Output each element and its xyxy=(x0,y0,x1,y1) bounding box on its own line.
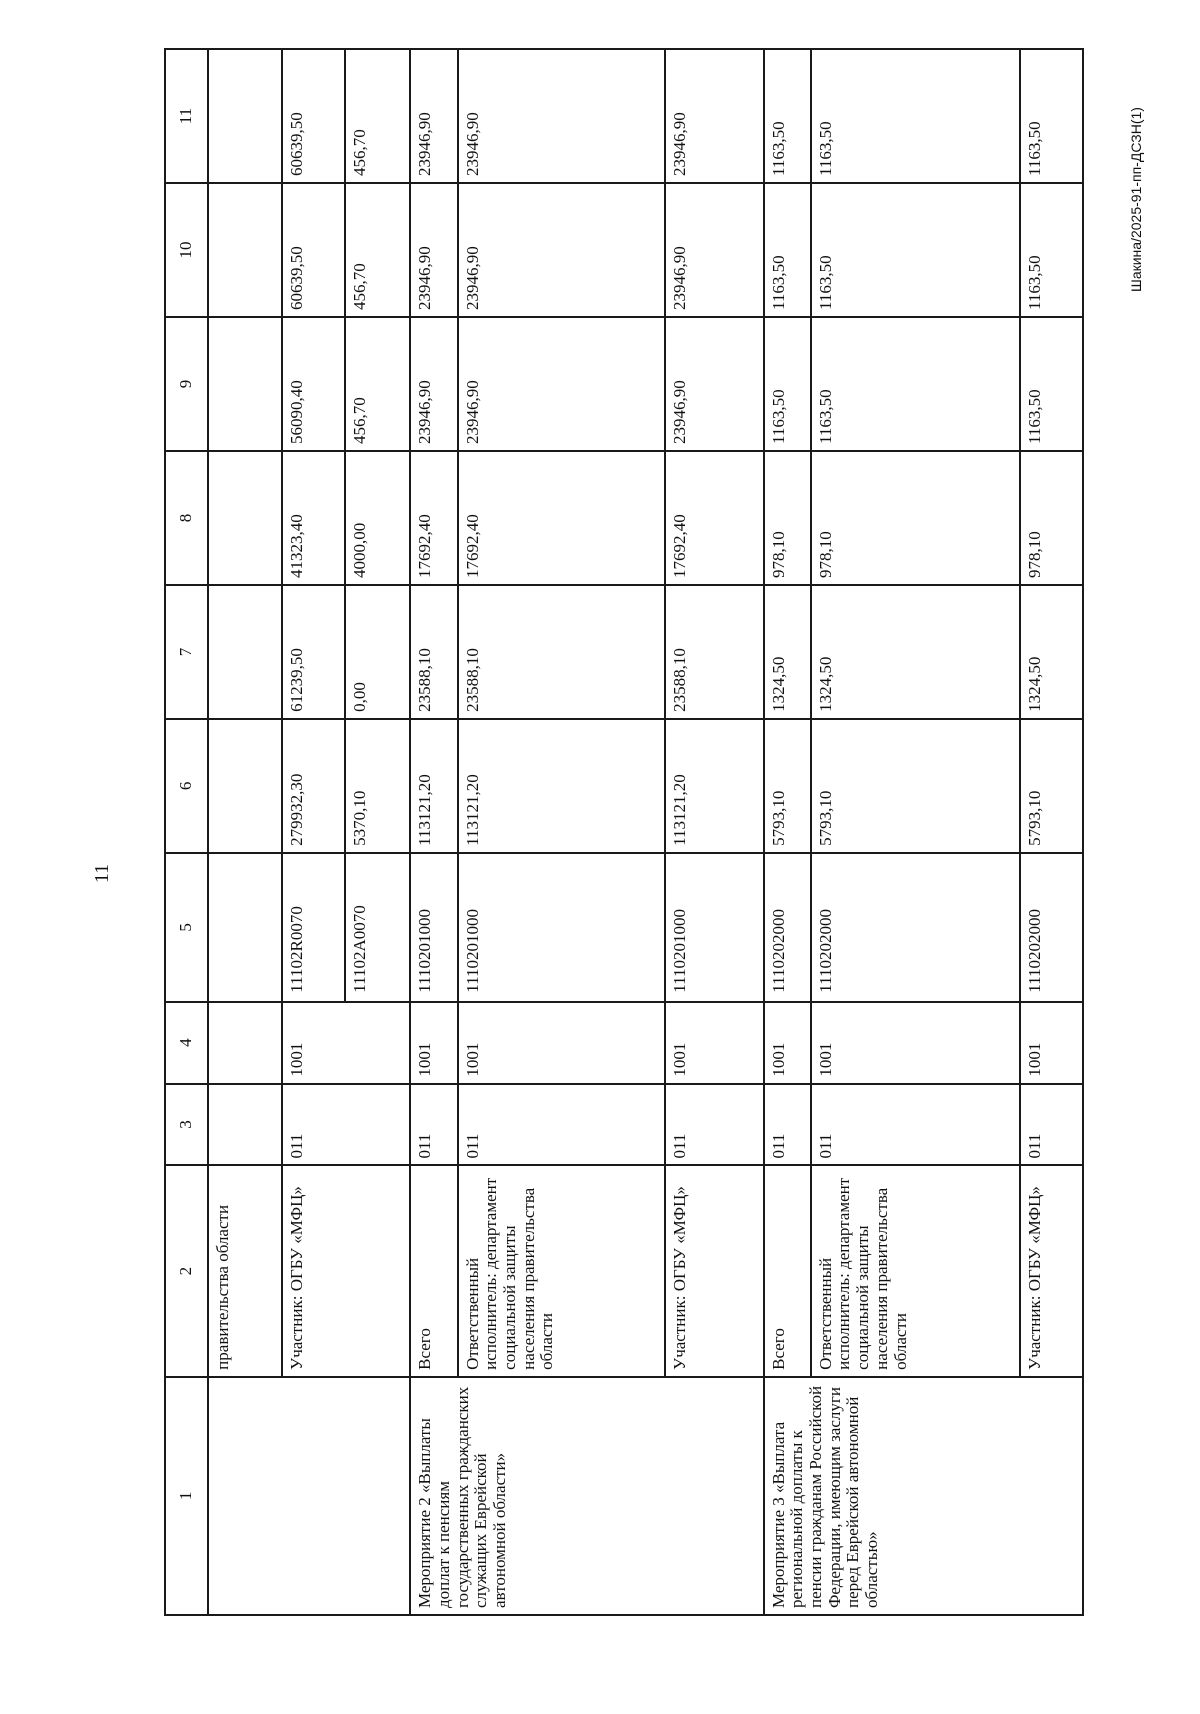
cell-col7: 61239,50 xyxy=(282,585,345,719)
cell-col5: 1110201000 xyxy=(665,853,764,1002)
cell-col8: 978,10 xyxy=(1020,451,1083,585)
cell-col7: 23588,10 xyxy=(665,585,764,719)
cell-col9 xyxy=(208,317,282,451)
cell-col3: 011 xyxy=(764,1084,811,1166)
cell-col3: 011 xyxy=(1020,1084,1083,1166)
cell-col7: 0,00 xyxy=(345,585,410,719)
cell-col6: 5793,10 xyxy=(811,719,1020,853)
cell-col9: 456,70 xyxy=(345,317,410,451)
table-row xyxy=(208,49,282,1615)
participant-cell: Участник: ОГБУ «МФЦ» xyxy=(1020,1165,1083,1376)
cell-col7: 23588,10 xyxy=(410,585,457,719)
cell-col11: 1163,50 xyxy=(1020,49,1083,183)
participant-cell: правительства области xyxy=(208,1165,282,1376)
cell-col7: 23588,10 xyxy=(458,585,665,719)
header-cell-2: 2 xyxy=(165,1165,208,1376)
cell-col6: 113121,20 xyxy=(665,719,764,853)
cell-col11: 23946,90 xyxy=(665,49,764,183)
cell-col9: 1163,50 xyxy=(764,317,811,451)
cell-col11: 60639,50 xyxy=(282,49,345,183)
cell-col11: 456,70 xyxy=(345,49,410,183)
cell-col10: 23946,90 xyxy=(665,183,764,317)
participant-cell: Участник: ОГБУ «МФЦ» xyxy=(282,1165,410,1376)
cell-col6: 5793,10 xyxy=(1020,719,1083,853)
cell-col4: 1001 xyxy=(410,1002,457,1084)
cell-col8: 17692,40 xyxy=(458,451,665,585)
cell-col8: 978,10 xyxy=(764,451,811,585)
cell-col7 xyxy=(208,585,282,719)
cell-col8: 17692,40 xyxy=(410,451,457,585)
cell-col9: 56090,40 xyxy=(282,317,345,451)
cell-col8: 4000,00 xyxy=(345,451,410,585)
header-cell-1: 1 xyxy=(165,1377,208,1615)
cell-col8: 17692,40 xyxy=(665,451,764,585)
cell-col8: 41323,40 xyxy=(282,451,345,585)
cell-col5: 1110202000 xyxy=(811,853,1020,1002)
cell-col9: 23946,90 xyxy=(458,317,665,451)
responsible-cell: Ответственный исполнитель: департамент социальной защиты населения правительства области xyxy=(811,1165,1020,1376)
cell-col3: 011 xyxy=(665,1084,764,1166)
cell-col5: 1110201000 xyxy=(410,853,457,1002)
cell-col7: 1324,50 xyxy=(764,585,811,719)
cell-col3 xyxy=(208,1084,282,1166)
responsible-cell: Ответственный исполнитель: департамент социальной защиты населения правительства области xyxy=(458,1165,665,1376)
cell-col4: 1001 xyxy=(458,1002,665,1084)
cell-col8: 978,10 xyxy=(811,451,1020,585)
rotated-table-container xyxy=(164,48,1084,1616)
cell-col9: 23946,90 xyxy=(665,317,764,451)
cell-col6: 113121,20 xyxy=(410,719,457,853)
cell-col11: 1163,50 xyxy=(764,49,811,183)
cell-col5: 1110201000 xyxy=(458,853,665,1002)
cell-col11: 1163,50 xyxy=(811,49,1020,183)
total-cell: Всего xyxy=(764,1165,811,1376)
cell-col5: 11102R0070 xyxy=(282,853,345,1002)
header-cell-11: 11 xyxy=(165,49,208,183)
cell-col11 xyxy=(208,49,282,183)
cell-col4: 1001 xyxy=(665,1002,764,1084)
cell-col10: 1163,50 xyxy=(764,183,811,317)
cell-col11: 23946,90 xyxy=(458,49,665,183)
header-row xyxy=(165,49,208,1615)
measure-3-cell: Мероприятие 3 «Выплата региональной доплаты к пенсии гражданам Российской Федерации, имеющим заслуги перед Еврейской автономной областью» xyxy=(764,1377,1084,1615)
cell-col8 xyxy=(208,451,282,585)
cell-col5: 1110202000 xyxy=(764,853,811,1002)
cell-col10: 456,70 xyxy=(345,183,410,317)
cell-col5 xyxy=(208,853,282,1002)
cell-col10: 23946,90 xyxy=(410,183,457,317)
participant-cell: Участник: ОГБУ «МФЦ» xyxy=(665,1165,764,1376)
cell-col7: 1324,50 xyxy=(1020,585,1083,719)
cell-col9: 23946,90 xyxy=(410,317,457,451)
cell-col5: 11102A0070 xyxy=(345,853,410,1002)
budget-table xyxy=(164,48,1084,1616)
total-cell: Всего xyxy=(410,1165,457,1376)
cell-col11: 23946,90 xyxy=(410,49,457,183)
cell-col4: 1001 xyxy=(282,1002,410,1084)
cell-col10: 1163,50 xyxy=(1020,183,1083,317)
measure-1-cell xyxy=(208,1377,411,1615)
cell-col10: 23946,90 xyxy=(458,183,665,317)
cell-col3: 011 xyxy=(410,1084,457,1166)
cell-col6: 5793,10 xyxy=(764,719,811,853)
cell-col3: 011 xyxy=(282,1084,410,1166)
header-cell-4: 4 xyxy=(165,1002,208,1084)
cell-col10 xyxy=(208,183,282,317)
cell-col7: 1324,50 xyxy=(811,585,1020,719)
header-cell-3: 3 xyxy=(165,1084,208,1166)
header-cell-6: 6 xyxy=(165,719,208,853)
cell-col4 xyxy=(208,1002,282,1084)
rotated-table xyxy=(164,48,1084,1616)
page-number: 11 xyxy=(91,863,114,884)
cell-col5: 1110202000 xyxy=(1020,853,1083,1002)
header-cell-10: 10 xyxy=(165,183,208,317)
header-cell-7: 7 xyxy=(165,585,208,719)
cell-col6: 5370,10 xyxy=(345,719,410,853)
cell-col6: 113121,20 xyxy=(458,719,665,853)
cell-col9: 1163,50 xyxy=(1020,317,1083,451)
header-cell-8: 8 xyxy=(165,451,208,585)
cell-col4: 1001 xyxy=(1020,1002,1083,1084)
cell-col6: 279932,30 xyxy=(282,719,345,853)
cell-col10: 1163,50 xyxy=(811,183,1020,317)
header-cell-9: 9 xyxy=(165,317,208,451)
cell-col4: 1001 xyxy=(811,1002,1020,1084)
cell-col4: 1001 xyxy=(764,1002,811,1084)
header-cell-5: 5 xyxy=(165,853,208,1002)
cell-col6 xyxy=(208,719,282,853)
measure-2-cell: Мероприятие 2 «Выплаты доплат к пенсиям государственных гражданских служащих Еврейской автономной области» xyxy=(410,1377,763,1615)
cell-col10: 60639,50 xyxy=(282,183,345,317)
table-row xyxy=(764,49,811,1615)
cell-col3: 011 xyxy=(811,1084,1020,1166)
cell-col9: 1163,50 xyxy=(811,317,1020,451)
cell-col3: 011 xyxy=(458,1084,665,1166)
table-row xyxy=(410,49,457,1615)
